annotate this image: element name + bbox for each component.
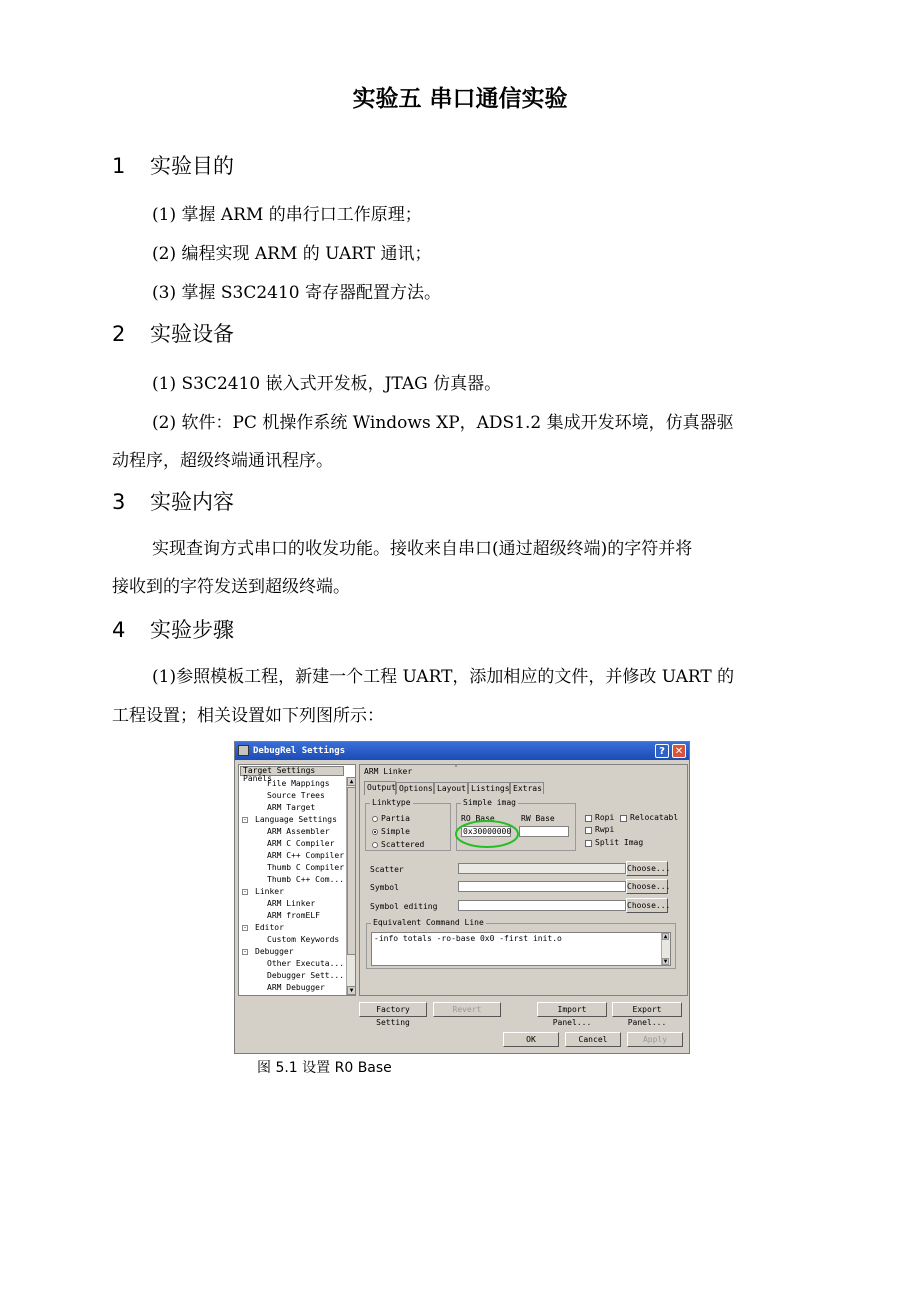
- tree-item[interactable]: ARM Debugger: [267, 983, 325, 992]
- dialog-title: DebugRel Settings: [253, 746, 346, 756]
- symbol-editing-input[interactable]: [458, 900, 626, 911]
- tab-listings[interactable]: Listings: [468, 782, 510, 794]
- tree-item[interactable]: Source Trees: [267, 791, 325, 800]
- choose-symbol-button[interactable]: Choose...: [626, 879, 668, 894]
- collapse-icon[interactable]: -: [243, 888, 247, 895]
- section-2-heading: [112, 318, 234, 348]
- checkbox-relocatable[interactable]: [620, 815, 627, 822]
- apply-button[interactable]: Apply: [627, 1032, 683, 1047]
- tab-output[interactable]: Output: [364, 781, 396, 795]
- settings-dialog-screenshot: [234, 741, 690, 1054]
- radio-partial[interactable]: [372, 816, 378, 822]
- scroll-up-icon[interactable]: ▲: [347, 777, 356, 786]
- scroll-up-icon[interactable]: ▲: [663, 933, 668, 940]
- scatter-label: Scatter: [370, 865, 404, 874]
- checkbox-split-image[interactable]: [585, 840, 592, 847]
- tree-item[interactable]: Thumb C++ Com...: [267, 875, 345, 884]
- tab-layout[interactable]: Layout: [434, 782, 468, 794]
- tree-item[interactable]: ARM C Compiler: [267, 839, 335, 848]
- checkbox-label: Relocatabl: [630, 813, 679, 822]
- dialog-titlebar: [235, 742, 689, 760]
- command-line-text[interactable]: [371, 932, 671, 966]
- simple-image-label: Simple imag: [463, 798, 516, 807]
- revert-button[interactable]: Revert: [433, 1002, 501, 1017]
- section-number: 4: [112, 618, 126, 642]
- collapse-icon[interactable]: -: [243, 816, 247, 823]
- radio-scattered[interactable]: [372, 842, 378, 848]
- import-panel-button[interactable]: Import Panel...: [537, 1002, 607, 1017]
- command-line-value: -info totals -ro-base 0x0 -first init.o: [374, 934, 562, 943]
- tree-item[interactable]: Debugger: [255, 947, 294, 956]
- choose-scatter-button[interactable]: Choose...: [626, 861, 668, 876]
- linktype-label: Linktype: [372, 798, 411, 807]
- radio-label: Scattered: [381, 840, 425, 849]
- tree-item[interactable]: Other Executa...: [267, 959, 345, 968]
- command-line-group: [366, 918, 676, 969]
- paragraph-line: 动程序，超级终端通讯程序。: [112, 451, 333, 471]
- factory-settings-button[interactable]: Factory Setting: [359, 1002, 427, 1017]
- radio-simple[interactable]: [372, 829, 378, 835]
- highlight-circle: [453, 818, 523, 852]
- help-icon[interactable]: ?: [655, 744, 669, 758]
- list-item: (2) 软件：PC 机操作系统 Windows XP，ADS1.2 集成开发环境，仿真器驱: [152, 413, 734, 433]
- rw-base-label: RW Base: [521, 814, 555, 823]
- rw-base-input[interactable]: [519, 826, 569, 837]
- symbol-input[interactable]: [458, 881, 626, 892]
- section-1-heading: [112, 150, 234, 180]
- section-number: 2: [112, 322, 126, 346]
- linktype-group: [365, 798, 451, 851]
- paragraph-line: 工程设置；相关设置如下列图所示：: [112, 706, 384, 726]
- checkbox-label: Rwpi: [595, 825, 615, 834]
- tree-item[interactable]: ARM Target: [267, 803, 316, 812]
- section-4-heading: [112, 614, 234, 644]
- tree-item[interactable]: Editor: [255, 923, 284, 932]
- checkbox-label: Ropi: [595, 813, 615, 822]
- collapse-icon[interactable]: -: [243, 948, 247, 955]
- paragraph-line: 实现查询方式串口的收发功能。接收来自串口(通过超级终端)的字符并将: [152, 539, 693, 559]
- settings-tree: [238, 764, 356, 996]
- tab-extras[interactable]: Extras: [510, 782, 544, 794]
- tree-item[interactable]: Custom Keywords: [267, 935, 340, 944]
- command-line-label: Equivalent Command Line: [373, 918, 484, 927]
- tree-item[interactable]: ARM C++ Compiler: [267, 851, 345, 860]
- document-title: 实验五 串口通信实验: [352, 86, 568, 112]
- section-title: 实验设备: [150, 322, 234, 346]
- checkbox-label: Split Imag: [595, 838, 644, 847]
- tree-scrollbar[interactable]: [346, 777, 356, 995]
- ok-button[interactable]: OK: [503, 1032, 559, 1047]
- app-icon: [238, 745, 249, 756]
- tab-options[interactable]: Options: [396, 782, 434, 794]
- ro-base-input[interactable]: 0x30000000: [463, 827, 512, 836]
- tree-item[interactable]: ARM Linker: [267, 899, 316, 908]
- checkbox-rwpi[interactable]: [585, 827, 592, 834]
- ro-base-label: RO Base: [461, 814, 495, 823]
- section-title: 实验步骤: [150, 618, 234, 642]
- simple-image-group: [456, 798, 576, 851]
- scroll-down-icon[interactable]: ▼: [663, 958, 668, 965]
- section-number: 3: [112, 490, 126, 514]
- tree-item[interactable]: ARM Assembler: [267, 827, 330, 836]
- linker-panel: [359, 764, 688, 996]
- symbol-label: Symbol: [370, 883, 399, 892]
- figure-caption: 图 5.1 设置 R0 Base: [257, 1060, 392, 1076]
- paragraph-line: (1)参照模板工程，新建一个工程 UART，添加相应的文件，并修改 UART 的: [152, 667, 735, 687]
- command-scrollbar[interactable]: [661, 933, 670, 965]
- list-item: (2) 编程实现 ARM 的 UART 通讯；: [152, 244, 432, 264]
- tree-item[interactable]: Debugger Sett...: [267, 971, 345, 980]
- cancel-button[interactable]: Cancel: [565, 1032, 621, 1047]
- tree-item[interactable]: ARM fromELF: [267, 911, 320, 920]
- section-title: 实验内容: [150, 490, 234, 514]
- scroll-thumb[interactable]: [347, 787, 356, 955]
- radio-label: Simple: [381, 827, 410, 836]
- scroll-down-icon[interactable]: ▼: [347, 986, 356, 995]
- tree-item[interactable]: Thumb C Compiler: [267, 863, 345, 872]
- list-item: (1) S3C2410 嵌入式开发板，JTAG 仿真器。: [152, 374, 502, 394]
- export-panel-button[interactable]: Export Panel...: [612, 1002, 682, 1017]
- tree-item[interactable]: Linker: [255, 887, 284, 896]
- section-title: 实验目的: [150, 154, 234, 178]
- list-item: (3) 掌握 S3C2410 寄存器配置方法。: [152, 283, 442, 303]
- paragraph-line: 接收到的字符发送到超级终端。: [112, 577, 350, 597]
- radio-label: Partia: [381, 814, 410, 823]
- scatter-input[interactable]: [458, 863, 626, 874]
- section-number: 1: [112, 154, 126, 178]
- symbol-editing-label: Symbol editing: [370, 902, 438, 911]
- close-icon[interactable]: ✕: [672, 744, 686, 758]
- panel-header: ARM Linker: [362, 767, 424, 777]
- list-item: (1) 掌握 ARM 的串行口工作原理；: [152, 205, 422, 225]
- tree-item[interactable]: File Mappings: [267, 779, 330, 788]
- section-3-heading: [112, 486, 234, 516]
- tree-header: Target Settings Panels: [240, 766, 344, 776]
- choose-symbol-editing-button[interactable]: Choose...: [626, 898, 668, 913]
- checkbox-ropi[interactable]: [585, 815, 592, 822]
- collapse-icon[interactable]: -: [243, 924, 247, 931]
- tree-item[interactable]: Language Settings: [255, 815, 337, 824]
